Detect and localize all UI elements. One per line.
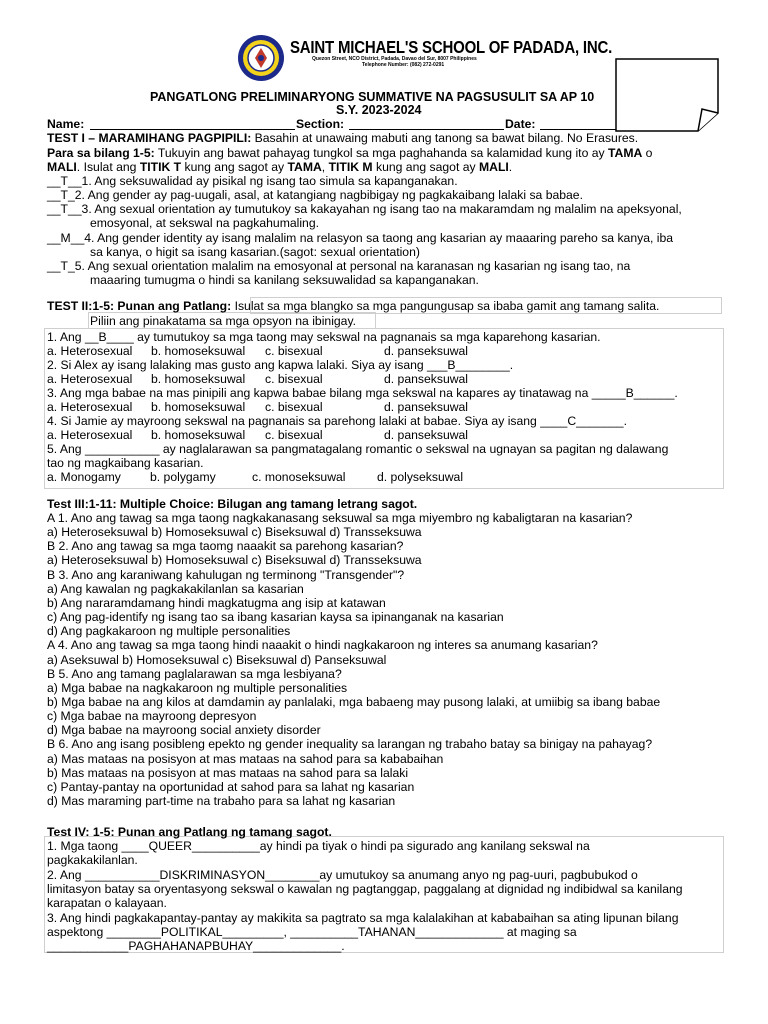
- instr-c: ,: [321, 160, 329, 174]
- choice-a: a. Heterosexual: [47, 344, 133, 358]
- test1-instruction-line2: [47, 160, 512, 174]
- test3-line: A 4. Ano ang tawag sa mga taong hindi naaakit o hindi nagkakaroon ng interes sa anumang kasarian?: [47, 638, 598, 653]
- instr-e: .: [508, 160, 513, 174]
- test1-item: __M__4. Ang gender identity ay isang malalim na relasyon sa taong ang kasarian ay maaaring pareho sa kanya, iba: [47, 231, 674, 245]
- name-label: Name:: [47, 117, 85, 131]
- choice-a: a. Heterosexual: [47, 372, 133, 386]
- test4-line: aspektong ________POLITIKAL_________, __________TAHANAN_____________ at maging sa: [47, 924, 577, 939]
- instr-titik-m: TITIK M: [328, 160, 373, 174]
- choice-d: d. panseksuwal: [384, 344, 469, 358]
- test3-line: B 5. Ano ang tamang paglalarawan sa mga lesbiyana?: [47, 666, 342, 681]
- date-label: Date:: [505, 117, 536, 131]
- school-address: Quezon Street, NCO District, Padada, Davao del Sur, 8007 Philippines: [312, 56, 477, 62]
- test3-line: B 6. Ano ang isang posibleng epekto ng gender inequality sa larangan ng trabaho batay sa binigay na pahayag?: [47, 737, 653, 752]
- exam-title: PANGATLONG PRELIMINARYONG SUMMATIVE NA PAGSUSULIT SA AP 10: [150, 90, 595, 104]
- test3-line: a) Heteroseksuwal b) Homoseksuwal c) Biseksuwal d) Transseksuwa: [47, 553, 422, 568]
- test3-line: a) Mga babae na nagkakaroon ng multiple personalities: [47, 680, 348, 695]
- test1-heading-label: TEST I – MARAMIHANG PAGPIPILI:: [47, 131, 252, 145]
- test2-item: 1. Ang __B____ ay tumutukoy sa mga taong may sekswal na pagnanais sa mga kaparehong kasarian.: [47, 330, 601, 344]
- test1-item-cont: sa kanya, o higit sa isang kasarian.(sagot: sexual orientation): [90, 245, 420, 259]
- choice-d: d. panseksuwal: [384, 400, 469, 414]
- school-telephone: Telephone Number: (082) 272-0291: [362, 62, 445, 68]
- choice-b: b. homoseksuwal: [151, 428, 246, 442]
- choice-b: b. homoseksuwal: [151, 344, 246, 358]
- choice-c: c. bisexual: [265, 400, 323, 414]
- instr-tama: TAMA: [608, 146, 643, 160]
- test1-item: __T__1. Ang seksuwalidad ay pisikal ng isang tao simula sa kapanganakan.: [47, 174, 458, 188]
- test2-item: 2. Si Alex ay isang lalaking mas gusto ang kapwa lalaki. Siya ay isang ___B________.: [47, 358, 514, 372]
- section-field[interactable]: [349, 118, 504, 130]
- instr-o: o: [642, 146, 653, 160]
- test3-line: b) Ang nararamdamang hindi magkatugma ang isip at katawan: [47, 595, 386, 610]
- test2-heading-text: Isulat sa mga blangko sa mga pangungusap sa ibaba gamit ang tamang salita.: [231, 299, 660, 313]
- school-year: S.Y. 2023-2024: [336, 103, 422, 117]
- instr-bold: Para sa bilang 1-5:: [47, 146, 155, 160]
- test2-item: 5. Ang ___________ ay naglalarawan sa pangmatagalang romantic o sekswal na ugnayan sa pagitan ng dalawang: [47, 442, 669, 456]
- test3-line: a) Mas mataas na posisyon at mas mataas na sahod para sa kababaihan: [47, 751, 444, 766]
- choice-a: a. Heterosexual: [47, 428, 133, 442]
- test1-heading-text: Basahin at unawaing mabuti ang tanong sa bawat bilang. No Erasures.: [251, 131, 639, 145]
- test4-line: karapatan o kalayaan.: [47, 896, 167, 911]
- choice-b: b. polygamy: [150, 470, 216, 484]
- test2-item-cont: tao ng magkaibang kasarian.: [47, 456, 204, 470]
- test1-item: __T_2. Ang gender ay pag-uugali, asal, at katangiang nagbibigay ng pagkakaibang lalaki sa babae.: [47, 188, 583, 202]
- test1-item: __T__3. Ang sexual orientation ay tumutukoy sa kakayahan ng isang tao na makaramdam ng malalim na apeksyonal,: [47, 202, 682, 216]
- instr-text: Tukuyin ang bawat pahayag tungkol sa mga paghahanda sa kalamidad kung ito ay: [154, 146, 608, 160]
- instr-titik-t: TITIK T: [139, 160, 182, 174]
- test3-line: B 2. Ano ang tawag sa mga taomg naaakit sa parehong kasarian?: [47, 539, 404, 554]
- test3-line: c) Ang pag-identify ng isang tao sa ibang kasarian kaysa sa ipinanganak na kasarian: [47, 610, 504, 625]
- choice-b: b. homoseksuwal: [151, 400, 246, 414]
- test3-line: a) Ang kawalan ng pagkakakilanlan sa kasarian: [47, 581, 304, 596]
- test2-heading-label: TEST II:1-5: Punan ang Patlang:: [47, 299, 232, 313]
- test4-line: 1. Mga taong ____QUEER__________ay hindi pa tiyak o hindi pa sigurado ang kanilang sekswal na: [47, 839, 590, 853]
- choice-c: c. bisexual: [265, 428, 323, 442]
- choice-d: d. panseksuwal: [384, 372, 469, 386]
- instr-a: . Isulat ang: [76, 160, 140, 174]
- test4-line: limitasyon batay sa oryentasyong sekswal o kawalan ng pagtanggap, paggalang at dignidad ng indibidwal sa kanilang: [47, 881, 683, 896]
- test3-line: a) Heteroseksuwal b) Homoseksuwal c) Biseksuwal d) Transseksuwa: [47, 525, 422, 540]
- test4-line: 2. Ang ___________DISKRIMINASYON________ay umutukoy sa anumang anyo ng pag-uuri, pagbubukod o: [47, 867, 638, 882]
- test3-line: A 1. Ano ang tawag sa mga taong nagkakanasang seksuwal sa mga miyembro ng kabaligtaran na kasarian?: [47, 511, 633, 525]
- test3-line: d) Mas maraming part-time na trabaho para sa lahat ng kasarian: [47, 794, 396, 808]
- choice-d: d. panseksuwal: [384, 428, 469, 442]
- test1-item: __T_5. Ang sexual orientation malalim na emosyonal at personal na karanasan ng kasarian ng isang tao, na: [47, 259, 631, 273]
- test3-line: B 3. Ano ang karaniwang kahulugan ng terminong "Transgender"?: [47, 567, 405, 582]
- test3-line: b) Mga babae na ang kilos at damdamin ay panlalaki, mga babaeng may pusong lalaki, at umiibig sa ibang babae: [47, 694, 661, 709]
- test3-line: b) Mas mataas na posisyon at mas mataas na sahod para sa lalaki: [47, 765, 409, 780]
- choice-d: d. polyseksuwal: [377, 470, 464, 484]
- test2-heading-line2: Piliin ang pinakatama sa mga opsyon na ibinigay.: [90, 314, 357, 328]
- test3-line: d) Mga babae na mayroong social anxiety disorder: [47, 723, 321, 738]
- instr-d: kung ang sagot ay: [372, 160, 479, 174]
- test4-line: 3. Ang hindi pagkakapantay-pantay ay makikita sa pagtrato sa mga kalalakihan at kababaihan sa ating lipunan bilang: [47, 910, 679, 925]
- test1-heading: [47, 131, 638, 145]
- test1-item-cont: maaaring tumugma o hindi sa kanilang seksuwalidad sa kapanganakan.: [90, 273, 479, 287]
- test4-heading: Test IV: 1-5: Punan ang Patlang ng tamang sagot.: [47, 825, 332, 839]
- test2-heading: [47, 299, 659, 313]
- school-seal-icon: [236, 33, 286, 83]
- test3-line: c) Pantay-pantay na oportunidad at sahod para sa lahat ng kasarian: [47, 779, 415, 794]
- choice-c: c. bisexual: [265, 344, 323, 358]
- section-label: Section:: [296, 117, 345, 131]
- instr-mali: MALI: [47, 160, 77, 174]
- choice-c: c. bisexual: [265, 372, 323, 386]
- test4-line: ____________PAGHAHANAPBUHAY_____________.: [47, 939, 345, 954]
- choice-b: b. homoseksuwal: [151, 372, 246, 386]
- school-name: SAINT MICHAEL'S SCHOOL OF PADADA, INC.: [290, 38, 613, 58]
- test3-line: c) Mga babae na mayroong depresyon: [47, 709, 257, 724]
- choice-a: a. Monogamy: [47, 470, 121, 484]
- test1-item-cont: emosyonal, at sekswal na pagkahumaling.: [90, 216, 319, 230]
- choice-a: a. Heterosexual: [47, 400, 133, 414]
- name-field[interactable]: [90, 118, 295, 130]
- student-info-row: [47, 117, 84, 131]
- choice-c: c. monoseksuwal: [252, 470, 346, 484]
- test3-heading: Test III:1-11: Multiple Choice: Bilugan ang tamang letrang sagot.: [47, 497, 418, 511]
- instr-tama2: TAMA: [287, 160, 322, 174]
- instr-b: kung ang sagot ay: [181, 160, 288, 174]
- test1-instruction-line1: [47, 146, 652, 160]
- instr-mali2: MALI: [478, 160, 509, 174]
- test3-line: a) Aseksuwal b) Homoseksuwal c) Biseksuwal d) Panseksuwal: [47, 652, 387, 667]
- test4-line: pagkakakilanlan.: [47, 853, 138, 868]
- score-box: [614, 57, 720, 133]
- test2-item: 3. Ang mga babae na mas pinipili ang kapwa babae bilang mga sekswal na kapares ay tinatawag na _____B______.: [47, 386, 678, 400]
- test3-line: d) Ang pagkakaroon ng multiple personalities: [47, 624, 291, 639]
- test2-item: 4. Si Jamie ay mayroong sekswal na pagnanais sa parehong lalaki at babae. Siya ay isang ____C_______.: [47, 414, 627, 428]
- date-field[interactable]: [540, 118, 616, 130]
